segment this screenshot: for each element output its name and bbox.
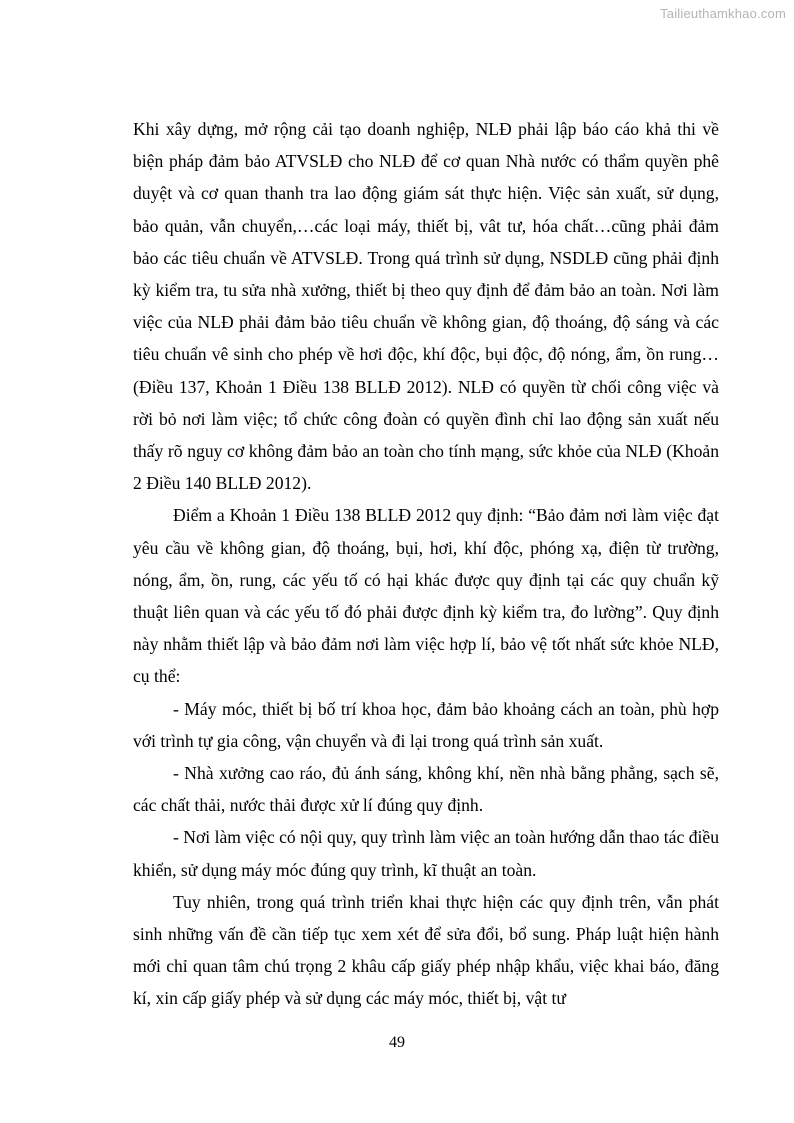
document-body — [133, 113, 719, 1015]
paragraph-1: Khi xây dựng, mở rộng cải tạo doanh nghiệp, NLĐ phải lập báo cáo khả thi về biện pháp đảm bảo ATVSLĐ cho NLĐ để cơ quan Nhà nước có thẩm quyền phê duyệt và cơ quan thanh tra lao động giám sát thực hiện. Việc sản xuất, sử dụng, bảo quản, vẫn chuyển,…các loại máy, thiết bị, vât tư, hóa chất…cũng phải đảm bảo các tiêu chuẩn về ATVSLĐ. Trong quá trình sử dụng, NSDLĐ cũng phải định kỳ kiểm tra, tu sửa nhà xưởng, thiết bị theo quy định để đảm bảo an toàn. Nơi làm việc của NLĐ phải đảm bảo tiêu chuẩn về không gian, độ thoáng, độ sáng và các tiêu chuẩn vê sinh cho phép về hơi độc, khí độc, bụi độc, độ nóng, ẩm, ồn rung…(Điều 137, Khoản 1 Điều 138 BLLĐ 2012). NLĐ có quyền từ chối công việc và rời bỏ nơi làm việc; tổ chức công đoàn có quyền đình chỉ lao động sản xuất nếu thấy rõ nguy cơ không đảm bảo an toàn cho tính mạng, sức khỏe của NLĐ (Khoản 2 Điều 140 BLLĐ 2012). — [133, 119, 719, 494]
bullet-item-2: - Nhà xưởng cao ráo, đủ ánh sáng, không khí, nền nhà bằng phẳng, sạch sẽ, các chất thải, nước thải được xử lí đúng quy định. — [133, 763, 719, 816]
paragraph-3: Tuy nhiên, trong quá trình triển khai thực hiện các quy định trên, vẫn phát sinh những vấn đề cần tiếp tục xem xét để sửa đổi, bổ sung. Pháp luật hiện hành mới chỉ quan tâm chú trọng 2 khâu cấp giấy phép nhập khẩu, việc khai báo, đăng kí, xin cấp giấy phép và sử dụng các máy móc, thiết bị, vật tư — [133, 891, 719, 1009]
bullet-item-1: - Máy móc, thiết bị bố trí khoa học, đảm bảo khoảng cách an toàn, phù hợp với trình tự gia công, vận chuyển và đi lại trong quá trình sản xuất. — [133, 698, 719, 751]
paragraph-2: Điểm a Khoản 1 Điều 138 BLLĐ 2012 quy định: “Bảo đảm nơi làm việc đạt yêu cầu về không gian, độ thoáng, bụi, hơi, khí độc, phóng xạ, điện từ trường, nóng, ẩm, ồn, rung, các yếu tố có hại khác được quy định tại các quy chuẩn kỹ thuật liên quan và các yếu tố đó phải được định kỳ kiểm tra, đo lường”. Quy định này nhằm thiết lập và bảo đảm nơi làm việc hợp lí, bảo vệ tốt nhất sức khỏe NLĐ, cụ thể: — [133, 505, 719, 687]
bullet-item-3: - Nơi làm việc có nội quy, quy trình làm việc an toàn hướng dẫn thao tác điều khiển, sử dụng máy móc đúng quy trình, kĩ thuật an toàn. — [133, 827, 719, 880]
watermark: Tailieuthamkhao.com — [660, 6, 786, 21]
page-number: 49 — [389, 1034, 405, 1051]
